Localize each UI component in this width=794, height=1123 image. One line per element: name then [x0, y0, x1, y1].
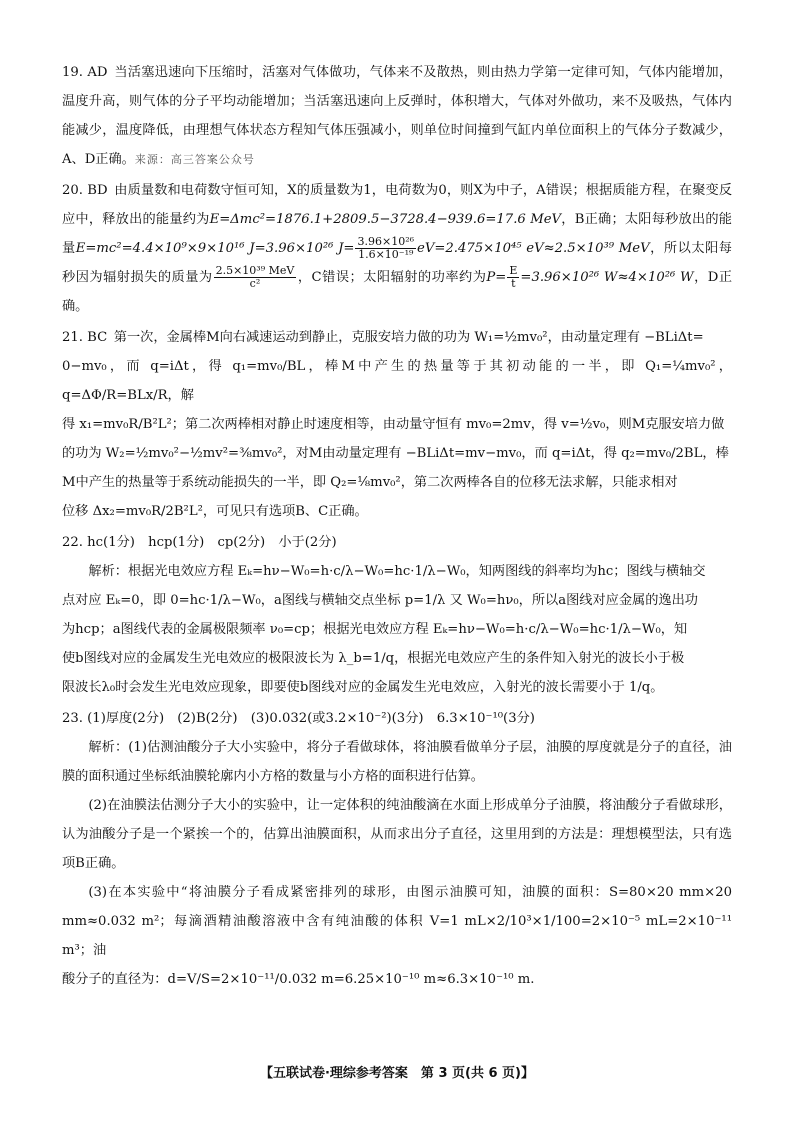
- fraction: [214, 265, 297, 290]
- question-number: 21. BC: [62, 330, 108, 345]
- answer-line: 解析：根据光电效应方程 Eₖ=hν−W₀=h·c/λ−W₀=hc·1/λ−W₀，知两图线的斜率均为hc；图线与横轴交: [88, 564, 706, 579]
- watermark-text: 来源：高三答案公众号: [134, 153, 255, 166]
- answer-line: 点对应 Eₖ=0，即 0=hc·1/λ−W₀，a图线与横轴交点坐标 p=1/λ 又 W₀=hν₀，所以a图线对应金属的逸出功: [62, 593, 698, 608]
- question-number: 19. AD: [62, 65, 108, 80]
- equation: P=: [486, 270, 507, 285]
- numerator: E: [509, 264, 518, 277]
- answer-line: 使b图线对应的金属发生光电效应的极限波长为 λ_b=1/q，根据光电效应产生的条件知入射光的波长小于极: [62, 651, 685, 666]
- answer-line: 限波长λ₀时会发生光电效应现象，即要使b图线对应的金属发生光电效应，入射光的波长需要小于 1/q。: [62, 680, 664, 695]
- answer-text: ，B正确；太阳每秒放出的能量: [62, 212, 732, 256]
- equation: =3.96×10²⁶ W≈4×10²⁶ W: [520, 270, 694, 285]
- answer-line: 第一次，金属棒M向右减速运动到静止，克服安培力做的功为 W₁=½mv₀²，由动量定理有 −BLiΔt=: [113, 330, 704, 345]
- answer-body: [62, 58, 732, 994]
- answer-text: ，C错误；太阳辐射的功率约为: [297, 270, 487, 285]
- answer-text: ，所以太阳每秒因为辐射损失的质量为: [62, 241, 732, 285]
- denominator: t: [511, 277, 516, 290]
- fraction: [507, 265, 519, 290]
- question-number: 23. (1)厚度(2分) (2)B(2分) (3)0.032(或3.2×10⁻²)(3分) 6.3×10⁻¹⁰(3分): [62, 711, 535, 726]
- answer-line: 位移 Δx₂=mv₀R/2B²L²，可见只有选项B、C正确。: [62, 504, 368, 519]
- equation: E=Δmc²=1876.1+2809.5−3728.4−939.6=17.6 MeV: [209, 212, 562, 227]
- numerator: 3.96×10²⁶: [357, 235, 415, 248]
- denominator: 1.6×10⁻¹⁹: [358, 248, 414, 261]
- answer-22: [62, 528, 732, 702]
- answer-text: 当活塞迅速向下压缩时，活塞对气体做功，气体来不及散热，则由热力学第一定律可知，气体内能增加，温度升高，则气体的分子平均动能增加；当活塞迅速向上反弹时，体积增大，气体对外做功，来不及吸热，气体内能减少，温度降低，由理想气体状态方程知气体压强减小，则单位时间撞到气缸内单位面积上的气体分子数减少，A、D正确。: [62, 65, 733, 167]
- answer-23: [62, 704, 732, 994]
- equation: eV=2.475×10⁴⁵ eV≈2.5×10³⁹ MeV: [417, 241, 650, 256]
- answer-19: [62, 58, 732, 174]
- denominator: c²: [249, 277, 261, 290]
- answer-text: 由质量数和电荷数守恒可知，X的质量数为1，电荷数为0，则X为中子，A错误；根据质能方程，在聚变反应中，释放出的能量约为: [62, 183, 733, 227]
- answer-20: [62, 176, 732, 321]
- answer-line: 得 x₁=mv₀R/B²L²；第二次两棒相对静止时速度相等，由动量守恒有 mv₀=2mv，得 v=½v₀，则M克服安培力做: [62, 417, 725, 432]
- answer-21: [62, 323, 732, 526]
- fraction: [355, 236, 416, 261]
- answer-line: 0−mv₀，而 q=iΔt，得 q₁=mv₀/BL，棒M中产生的热量等于其初动能的一半，即 Q₁=¼mv₀²，q=ΔΦ/R=BLx/R，解: [62, 359, 732, 403]
- answer-line: (2)在油膜法估测分子大小的实验中，让一定体积的纯油酸滴在水面上形成单分子油膜，将油酸分子看做球形，认为油酸分子是一个紧挨一个的，估算出油膜面积，从而求出分子直径，这里用到的方法是：理想模型法，只有选项B正确。: [62, 798, 732, 871]
- answer-text: ，D正确。: [62, 270, 733, 314]
- question-number: 22. hc(1分) hcp(1分) cp(2分) 小于(2分): [62, 535, 337, 550]
- answer-line: 为hcp；a图线代表的金属极限频率 ν₀=cp；根据光电效应方程 Eₖ=hν−W₀=h·c/λ−W₀=hc·1/λ−W₀，知: [62, 622, 688, 637]
- answer-line: 酸分子的直径为：d=V/S=2×10⁻¹¹/0.032 m=6.25×10⁻¹⁰ m≈6.3×10⁻¹⁰ m.: [62, 972, 535, 987]
- page-footer: 【五联试卷·理综参考答案 第 3 页(共 6 页)】: [259, 1066, 535, 1081]
- answer-line: M中产生的热量等于系统动能损失的一半，即 Q₂=⅛mv₀²，第二次两棒各自的位移无法求解，只能求相对: [62, 475, 678, 490]
- equation: E=mc²=4.4×10⁹×9×10¹⁶ J=3.96×10²⁶ J=: [75, 241, 355, 256]
- numerator: 2.5×10³⁹ MeV: [215, 264, 295, 277]
- answer-line: 解析：(1)估测油酸分子大小实验中，将分子看做球体，将油膜看做单分子层，油膜的厚度就是分子的直径，油膜的面积通过坐标纸油膜轮廓内小方格的数量与小方格的面积进行估算。: [62, 740, 732, 784]
- answer-line: 的功为 W₂=½mv₀²−½mv²=⅜mv₀²，对M由动量定理有 −BLiΔt=mv−mv₀，而 q=iΔt，得 q₂=mv₀/2BL，棒: [62, 446, 729, 461]
- answer-line: (3)在本实验中“将油膜分子看成紧密排列的球形，由图示油膜可知，油膜的面积：S=80×20 mm×20 mm≈0.032 m²；每滴酒精油酸溶液中含有纯油酸的体积 V=1 mL×2/10³×1/100=2×10⁻⁵ mL=2×10⁻¹¹ m³；油: [62, 885, 732, 958]
- question-number: 20. BD: [62, 183, 108, 198]
